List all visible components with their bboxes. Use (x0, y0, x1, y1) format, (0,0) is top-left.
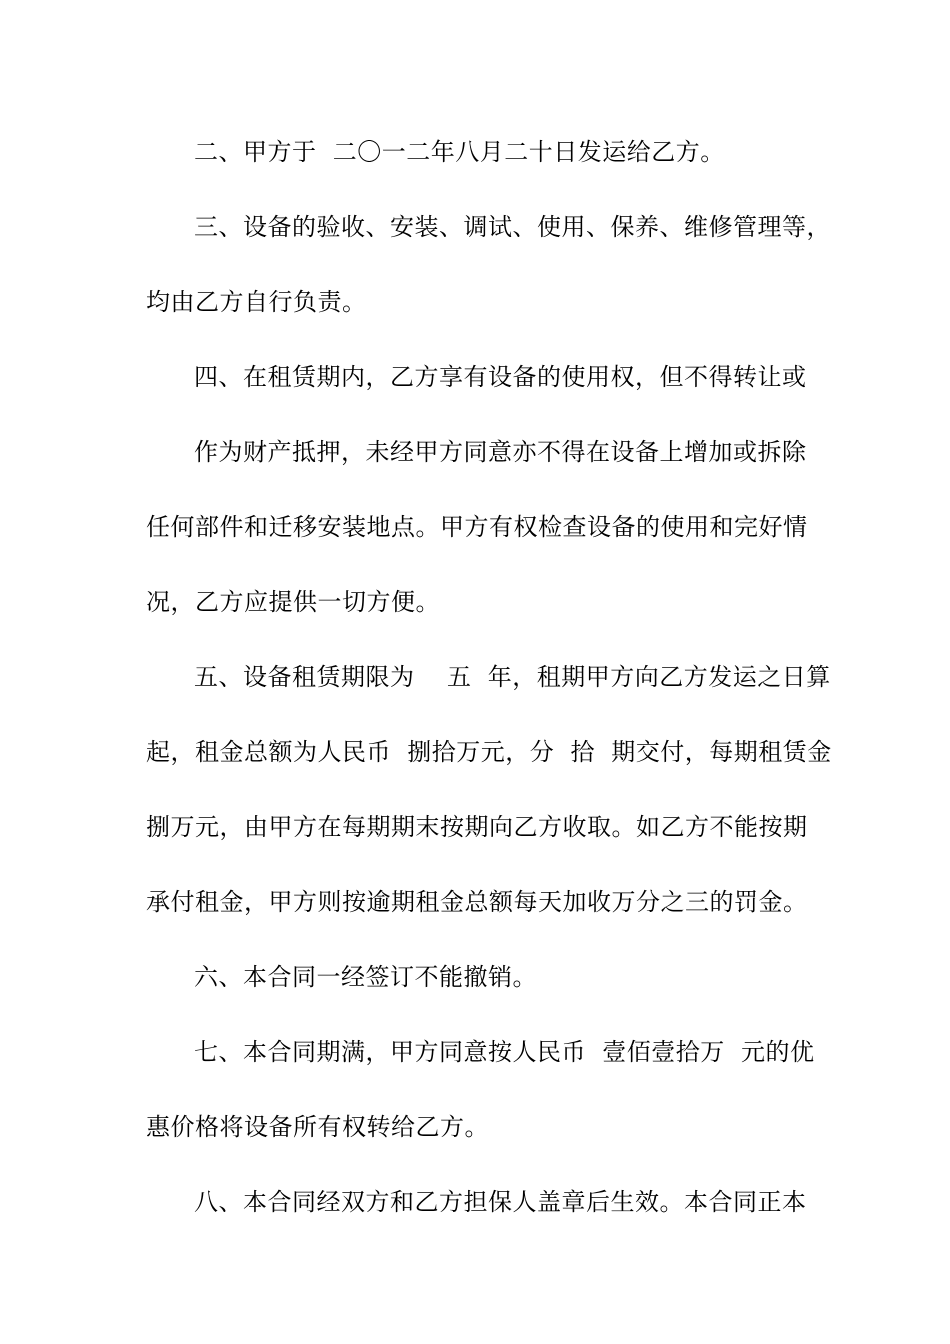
clause-4-line-3: 任何部件和迁移安装地点。甲方有权检查设备的使用和完好情 (146, 513, 808, 541)
clause-8-line-1: 八、本合同经双方和乙方担保人盖章后生效。本合同正本 (194, 1188, 807, 1216)
clause-4-line-2: 作为财产抵押，未经甲方同意亦不得在设备上增加或拆除 (194, 438, 807, 466)
clause-4-line-1: 四、在租赁期内，乙方享有设备的使用权，但不得转让或 (194, 363, 807, 391)
clause-5-line-1: 五、设备租赁期限为 五 年，租期甲方向乙方发运之日算 (194, 663, 831, 691)
clause-5-line-3: 捌万元，由甲方在每期期末按期向乙方收取。如乙方不能按期 (146, 813, 808, 841)
clause-5-line-4: 承付租金，甲方则按逾期租金总额每天加收万分之三的罚金。 (146, 888, 808, 916)
clause-3-line-2: 均由乙方自行负责。 (146, 288, 367, 316)
clause-2-line-1: 二、甲方于 二〇一二年八月二十日发运给乙方。 (194, 138, 725, 166)
clause-5-line-2: 起，租金总额为人民币 捌拾万元，分 拾 期交付，每期租赁金 (146, 738, 832, 766)
clause-7-line-1: 七、本合同期满，甲方同意按人民币 壹佰壹拾万 元的优 (194, 1038, 815, 1066)
clause-6-line-1: 六、本合同一经签订不能撤销。 (194, 963, 537, 991)
clause-4-line-4: 况，乙方应提供一切方便。 (146, 588, 440, 616)
clause-3-line-1: 三、设备的验收、安装、调试、使用、保养、维修管理等， (194, 213, 831, 241)
clause-7-line-2: 惠价格将设备所有权转给乙方。 (146, 1113, 489, 1141)
